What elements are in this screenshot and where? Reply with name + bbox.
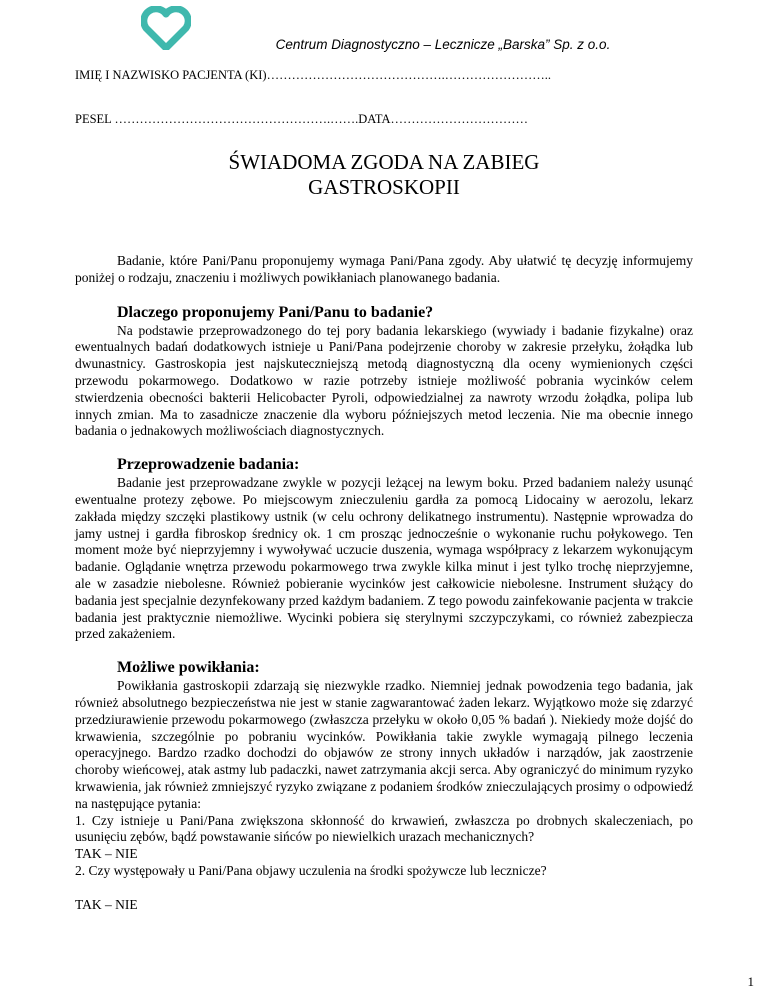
- section-why: [75, 303, 693, 441]
- question-1: 1. Czy istnieje u Pani/Pana zwiększona skłonność do krwawień, zwłaszcza po drobnych skaleczeniach, po usunięciu zębów, bądź powstawanie sińców po niewielkich urazach mechanicznych?: [75, 812, 693, 845]
- section-heading: Możliwe powikłania:: [117, 659, 260, 677]
- intro-paragraph: Badanie, które Pani/Panu proponujemy wymaga Pani/Pana zgody. Aby ułatwić tę decyzję informujemy poniżej o rodzaju, znaczeniu i możliwych powikłaniach planowanego badania.: [75, 253, 693, 285]
- title-line-2: GASTROSKOPII: [308, 175, 460, 199]
- section-procedure: [75, 455, 693, 643]
- section-body: Badanie jest przeprowadzane zwykle w pozycji leżącej na lewym boku. Przed badaniem należy usunąć ewentualne protezy zębowe. Po miejscowym znieczuleniu gardła za pomocą Lidocainy w aerozolu, lekarz zakłada między szczęki plastikowy ustnik (w celu ochrony delikatnego instrumentu). Następnie wprowadza do jamy ustnej i gardła fibroskop średnicy ok. 1 cm prosząc jednocześnie o wykonanie ruchu połykowego. Ten moment może być nieprzyjemny i wywoływać uczucie duszenia, wymaga współpracy z lekarzem wykonującym badanie. Oglądanie wnętrza przewodu pokarmowego trwa zwykle kilka minut i jest tylko trochę nieprzyjemne, ale w zasadzie niebolesne. Również pobieranie wycinków jest całkowicie niebolesne. Instrument służący do badania jest specjalnie dezynfekowany przed każdym badaniem. Z tego powodu zainfekowanie pacjenta w trakcie badania jest praktycznie niemożliwe. Wycinki pobiera się sterylnymi szczypczykami, co również zabezpiecza przed zakażeniem.: [75, 475, 693, 642]
- section-complications: [75, 658, 693, 913]
- question-2: 2. Czy występowały u Pani/Pana objawy uczulenia na środki spożywcze lub lecznicze?: [75, 862, 547, 878]
- section-body: Powikłania gastroskopii zdarzają się niezwykle rzadko. Niemniej jednak powodzenia tego badania, jak również absolutnego bezpieczeństwa nie jest w stanie zagwarantować żaden lekarz. Wyjątkowo może się zdarzyć przedziurawienie przewodu pokarmowego (zwłaszcza przełyku w około 0,05 % badań ). Niekiedy może dojść do krwawienia, szczególnie po pobraniu wycinków. Powikłania takie zwykle wymagają pilnego leczenia operacyjnego. Bardzo rzadko dochodzi do objawów ze strony innych układów i narządów, jak zaostrzenie choroby wieńcowej, atak astmy lub padaczki, nawet zatrzymania akcji serca. Aby ograniczyć do minimum ryzyko krwawienia, jak również zmniejszyć ryzyko związane z podaniem środków znieczulających prosimy o odpowiedź na następujące pytania:: [75, 678, 693, 811]
- section-heading: Dlaczego proponujemy Pani/Panu to badanie?: [117, 303, 434, 321]
- title-line-1: ŚWIADOMA ZGODA NA ZABIEG: [228, 150, 540, 174]
- document-title: [0, 150, 768, 200]
- section-body: Na podstawie przeprowadzonego do tej pory badania lekarskiego (wywiady i badanie fizykalne) oraz ewentualnych badań dodatkowych istnieje u Pani/Pana podejrzenie choroby w zakresie przełyku, żołądka lub dwunastnicy. Gastroskopia jest najskuteczniejszą metodą diagnostyczną dla oceny wymienionych części przewodu pokarmowego. Dodatkowo w razie potrzeby istnieje możliwość pobrania wycinków celem stwierdzenia obecności bakterii Helicobacter Pyroli, odpowiedzialnej za nawroty wrzodu żołądka, polipa lub innych zmian. Ma to zasadnicze znaczenie dla wyboru późniejszych metod leczenia. Nie ma obecnie innego badania o jednakowych możliwościach diagnostycznych.: [75, 322, 693, 439]
- section-heading: Przeprowadzenie badania:: [117, 456, 300, 474]
- patient-name-field: IMIĘ I NAZWISKO PACJENTA (KI)…………………………………….……………………..: [75, 68, 551, 82]
- company-name: Centrum Diagnostyczno – Lecznicze „Barska” Sp. z o.o.: [275, 37, 611, 52]
- answer-1: TAK – NIE: [75, 846, 138, 862]
- pesel-date-field: PESEL …………………………………………….…….DATA……………………………: [75, 112, 529, 126]
- answer-2: TAK – NIE: [75, 896, 138, 912]
- document-body: [75, 253, 693, 914]
- page-number: 1: [747, 974, 754, 989]
